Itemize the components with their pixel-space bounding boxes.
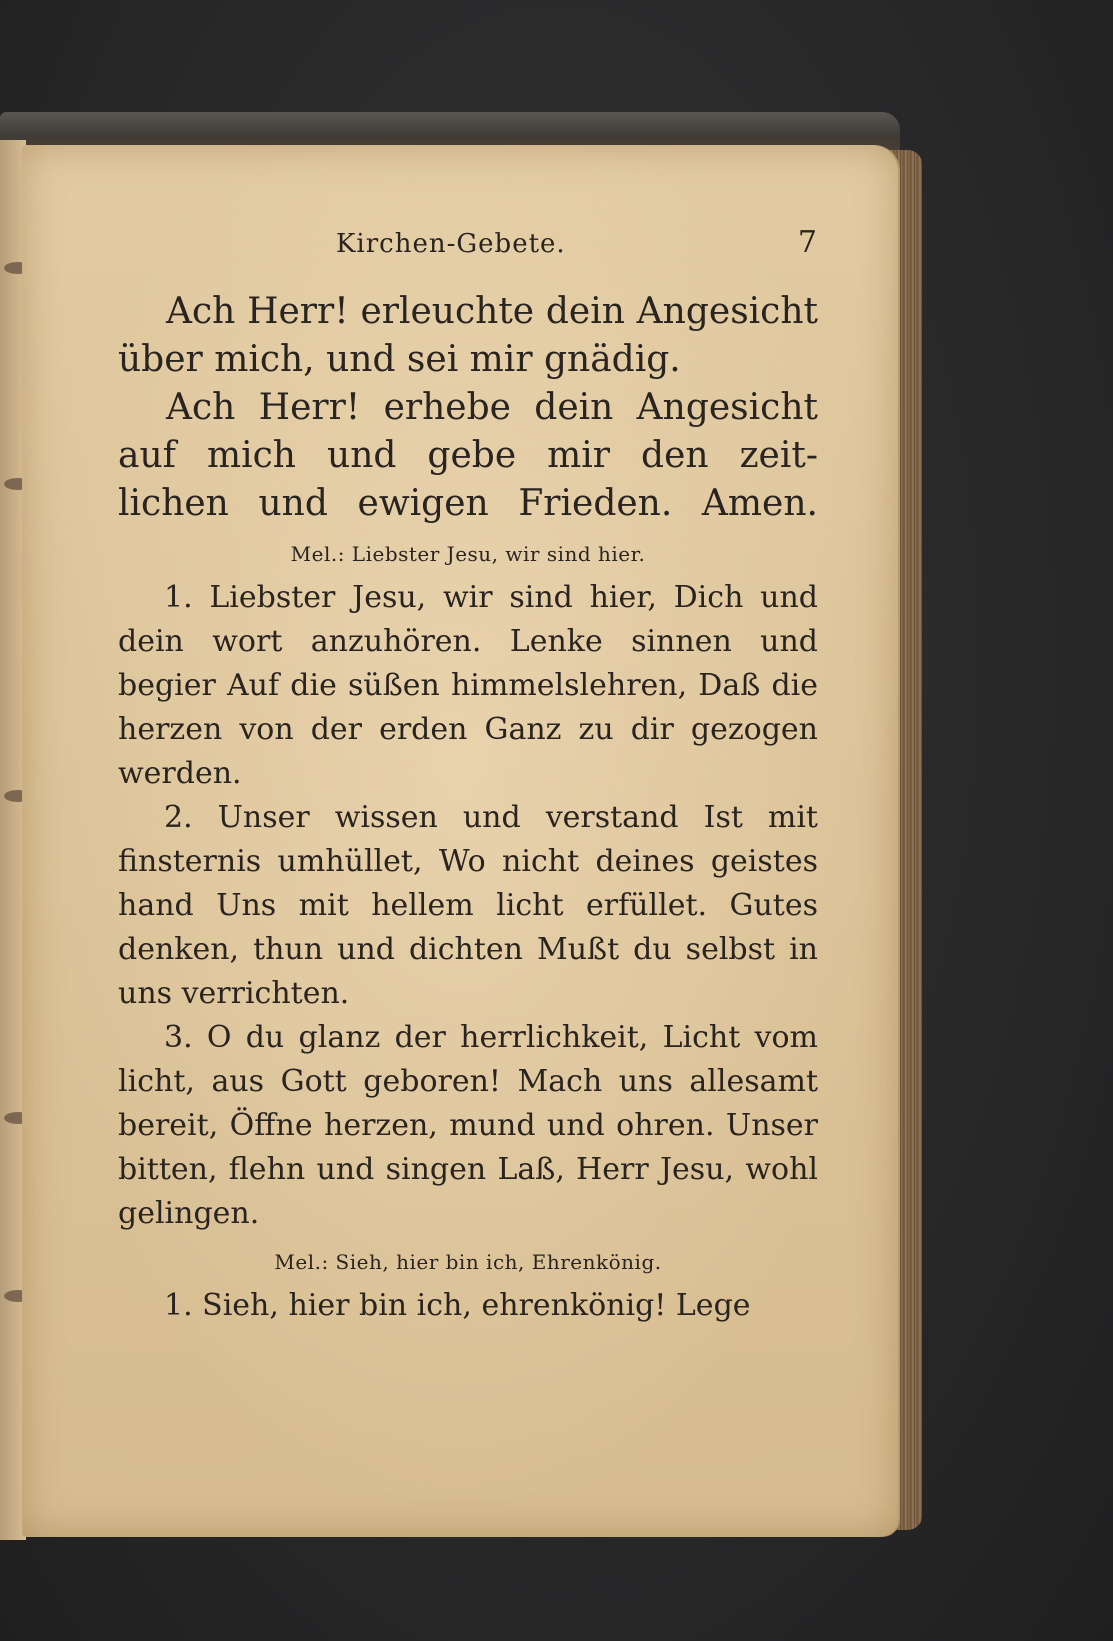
prayer-line: Ach Herr! erhebe dein Angesicht <box>166 387 818 428</box>
hymn-verse: 1. Sieh, hier bin ich, ehrenkönig! Lege <box>164 1288 751 1323</box>
running-title: Kirchen-Gebete. <box>336 229 566 259</box>
page-content <box>118 225 818 1328</box>
prayer-line: lichen und ewigen Frieden. Amen. <box>118 483 818 524</box>
prayer-text <box>118 288 818 528</box>
hymn-verse: 2. Unser wissen und verstand Ist mit finsternis umhüllet, Wo nicht deines geistes hand Uns mit hellem licht erfüllet. Gutes denken, thun und dichten Mußt du selbst in uns verrichten. <box>118 800 818 1011</box>
hymn-melody-note: Mel.: Sieh, hier bin ich, Ehrenkönig. <box>274 1250 662 1274</box>
prayer-line: über mich, und sei mir gnädig. <box>118 339 681 380</box>
prayer-line: auf mich und gebe mir den zeit- <box>118 435 818 476</box>
hymn-verse: 1. Liebster Jesu, wir sind hier, Dich und dein wort anzuhören. Lenke sinnen und begier Auf die süßen himmelslehren, Daß die herzen von der erden Ganz zu dir gezogen werden. <box>118 580 818 791</box>
page-header <box>118 225 818 260</box>
hymn-verse: 3. O du glanz der herrlichkeit, Licht vom licht, aus Gott geboren! Mach uns allesamt bereit, Öffne herzen, mund und ohren. Unser bitten, flehn und singen Laß, Herr Jesu, wohl gelingen. <box>118 1020 818 1231</box>
prayer-line: Ach Herr! erleuchte dein Angesicht <box>166 291 818 332</box>
page-number: 7 <box>797 225 818 260</box>
hymn-melody-note: Mel.: Liebster Jesu, wir sind hier. <box>290 542 646 566</box>
book-page <box>22 145 898 1537</box>
